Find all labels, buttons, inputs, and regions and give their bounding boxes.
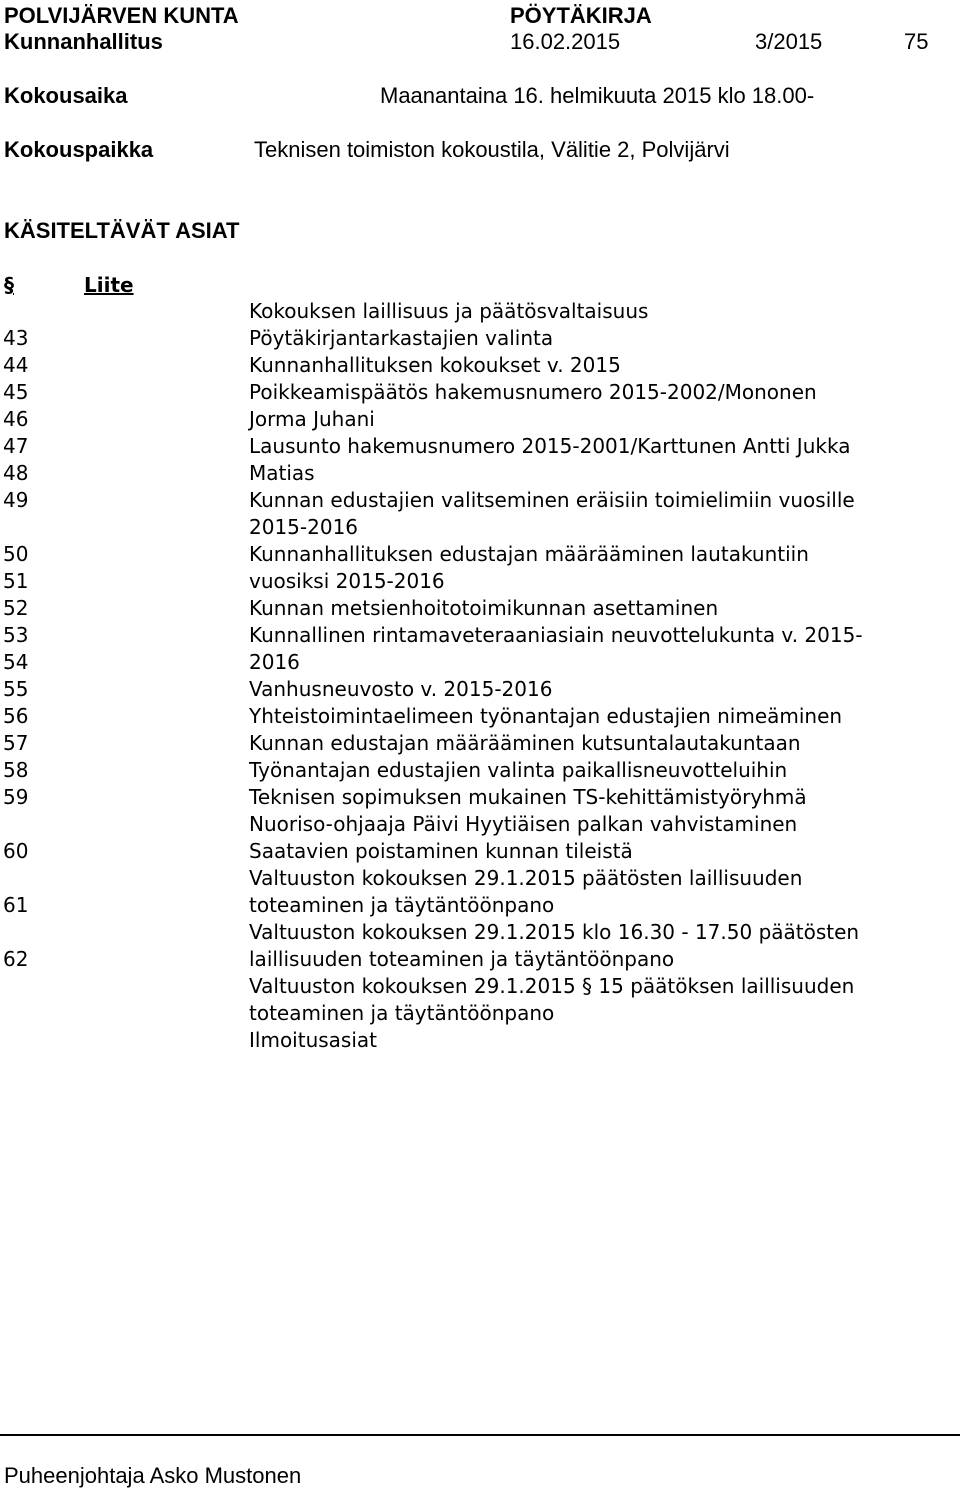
agenda-item-line: Saatavien poistaminen kunnan tileistä bbox=[249, 839, 633, 863]
agenda-item-line: Kunnallinen rintamaveteraaniasiain neuvottelukunta v. 2015- bbox=[249, 623, 863, 647]
agenda-item-line: 2015-2016 bbox=[249, 515, 359, 539]
agenda-item-line: Ilmoitusasiat bbox=[249, 1028, 377, 1052]
section-number: 43 bbox=[3, 326, 29, 350]
agenda-item-line: Matias bbox=[249, 461, 315, 485]
agenda-item-line: vuosiksi 2015-2016 bbox=[249, 569, 445, 593]
agenda-item-line: Työnantajan edustajien valinta paikallisneuvotteluihin bbox=[249, 758, 788, 782]
section-number bbox=[3, 973, 63, 1000]
agenda-item-line: Kunnanhallituksen edustajan määrääminen lautakuntiin bbox=[249, 542, 809, 566]
agenda-item-line: toteaminen ja täytäntöönpano bbox=[249, 1001, 555, 1025]
organization-name: POLVIJÄRVEN KUNTA bbox=[4, 3, 239, 28]
section-number: 62 bbox=[3, 947, 29, 971]
agenda-item-line: 2016 bbox=[249, 650, 300, 674]
section-number: 48 bbox=[3, 461, 29, 485]
agenda-item-line: Nuoriso-ohjaaja Päivi Hyytiäisen palkan vahvistaminen bbox=[249, 812, 798, 836]
section-number: 58 bbox=[3, 758, 29, 782]
agenda-item-line: Yhteistoimintaelimeen työnantajan edustajien nimeäminen bbox=[249, 704, 843, 728]
page-number: 75 bbox=[904, 29, 929, 54]
section-number bbox=[3, 514, 63, 541]
agenda-item-line: Poikkeamispäätös hakemusnumero 2015-2002/Mononen bbox=[249, 380, 817, 404]
agenda-item-line: Valtuuston kokouksen 29.1.2015 § 15 päätöksen laillisuuden bbox=[249, 974, 855, 998]
section-number bbox=[3, 1027, 63, 1054]
meeting-place-label: Kokouspaikka bbox=[4, 137, 154, 162]
agenda-item-line: Kunnan edustajan määrääminen kutsuntalautakuntaan bbox=[249, 731, 801, 755]
section-number: 61 bbox=[3, 893, 29, 917]
section-number: 52 bbox=[3, 596, 29, 620]
section-number: 49 bbox=[3, 488, 29, 512]
section-number: 59 bbox=[3, 785, 29, 809]
agenda-item-line: Kunnan metsienhoitotoimikunnan asettaminen bbox=[249, 596, 719, 620]
agenda-item-line: Kokouksen laillisuus ja päätösvaltaisuus bbox=[249, 299, 649, 323]
agenda-item-line: Pöytäkirjantarkastajien valinta bbox=[249, 326, 554, 350]
agenda-title: KÄSITELTÄVÄT ASIAT bbox=[4, 218, 240, 243]
chairperson-name: Puheenjohtaja Asko Mustonen bbox=[4, 1463, 302, 1488]
agenda-item-line: Valtuuston kokouksen 29.1.2015 päätösten laillisuuden bbox=[249, 866, 803, 890]
section-number: 56 bbox=[3, 704, 29, 728]
section-number: 60 bbox=[3, 839, 29, 863]
section-number: 55 bbox=[3, 677, 29, 701]
agenda-item-line: Lausunto hakemusnumero 2015-2001/Karttunen Antti Jukka bbox=[249, 434, 851, 458]
section-number bbox=[3, 811, 63, 838]
section-number bbox=[3, 919, 63, 946]
agenda-item-line: Kunnan edustajien valitseminen eräisiin toimielimiin vuosille bbox=[249, 488, 855, 512]
meeting-date: 16.02.2015 bbox=[510, 29, 621, 54]
section-number: 57 bbox=[3, 731, 29, 755]
agenda-item-line: Kunnanhallituksen kokoukset v. 2015 bbox=[249, 353, 621, 377]
section-number bbox=[3, 865, 63, 892]
section-number: 45 bbox=[3, 380, 29, 404]
footer-divider bbox=[0, 1434, 960, 1436]
document-type: PÖYTÄKIRJA bbox=[510, 3, 652, 28]
section-number: 50 bbox=[3, 542, 29, 566]
meeting-number: 3/2015 bbox=[755, 29, 823, 54]
section-number: 47 bbox=[3, 434, 29, 458]
section-number-column bbox=[3, 298, 63, 1054]
section-number bbox=[3, 298, 63, 325]
section-number: 54 bbox=[3, 650, 29, 674]
governing-body: Kunnanhallitus bbox=[4, 29, 163, 54]
meeting-time-label: Kokousaika bbox=[4, 83, 128, 108]
agenda-item-line: Vanhusneuvosto v. 2015-2016 bbox=[249, 677, 553, 701]
agenda-item-line: laillisuuden toteaminen ja täytäntöönpano bbox=[249, 947, 675, 971]
agenda-item-line: Valtuuston kokouksen 29.1.2015 klo 16.30 - 17.50 päätösten bbox=[249, 920, 860, 944]
meeting-time-value: Maanantaina 16. helmikuuta 2015 klo 18.00- bbox=[380, 83, 815, 108]
section-number: 46 bbox=[3, 407, 29, 431]
agenda-item-column bbox=[249, 298, 960, 1054]
meeting-place-value: Teknisen toimiston kokoustila, Välitie 2, Polvijärvi bbox=[254, 137, 730, 162]
section-number: 53 bbox=[3, 623, 29, 647]
attachment-column-header: Liite bbox=[84, 273, 134, 297]
section-number bbox=[3, 1000, 63, 1027]
section-column-header: § bbox=[4, 273, 14, 297]
agenda-item-line: toteaminen ja täytäntöönpano bbox=[249, 893, 555, 917]
section-number: 51 bbox=[3, 569, 29, 593]
agenda-item-line: Jorma Juhani bbox=[249, 407, 375, 431]
agenda-item-line: Teknisen sopimuksen mukainen TS-kehittämistyöryhmä bbox=[249, 785, 807, 809]
section-number: 44 bbox=[3, 353, 29, 377]
